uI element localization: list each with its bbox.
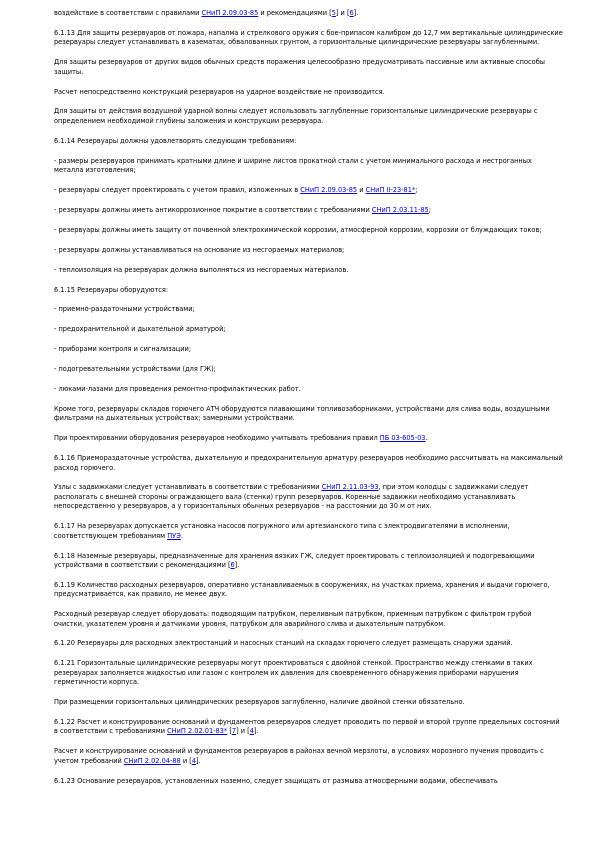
- paragraph: [54, 107, 563, 126]
- paragraph-text: и: [357, 185, 366, 194]
- paragraph-text: - приемно-раздаточными устройствами;: [54, 305, 195, 314]
- paragraph-text: При размещении горизонтальных цилиндрических резервуаров заглубленно, наличие двойной стенки обязательно.: [54, 698, 465, 707]
- paragraph: [54, 345, 563, 354]
- paragraph: [54, 405, 563, 424]
- paragraph: [54, 137, 563, 146]
- paragraph: [54, 206, 563, 215]
- paragraph-text: Расчет непосредственно конструкций резервуаров на ударное воздействие не производится.: [54, 87, 385, 96]
- paragraph: [54, 88, 563, 97]
- paragraph-text: - предохранительной и дыхательной арматурой;: [54, 325, 226, 334]
- reference-link[interactable]: 7: [231, 727, 237, 736]
- paragraph: [54, 226, 563, 235]
- paragraph-text: 6.1.20 Резервуары для расходных электростанций и насосных станций на складах горючего следует размещать снаружи зданий.: [54, 639, 513, 648]
- reference-link[interactable]: 6: [230, 560, 235, 569]
- paragraph-text: [: [227, 727, 232, 736]
- reference-link[interactable]: СНиП 2.09.03-85: [300, 185, 358, 194]
- paragraph-text: - резервуары должны иметь защиту от почвенной электрохимической коррозии, атмосферной коррозии, коррозии от блуждающих токов;: [54, 225, 542, 234]
- paragraph: [54, 454, 563, 473]
- paragraph-text: - теплоизоляция на резервуарах должна выполняться из несгораемых материалов.: [54, 265, 349, 274]
- reference-link[interactable]: СНиП 2.09.03-85: [201, 9, 259, 17]
- reference-link[interactable]: ПУЭ: [167, 531, 181, 540]
- paragraph-text: ;: [415, 185, 418, 194]
- paragraph: [54, 9, 563, 18]
- reference-link[interactable]: 4: [249, 727, 254, 736]
- paragraph: [54, 58, 563, 77]
- paragraph-text: - резервуары должны устанавливаться на основание из несгораемых материалов;: [54, 245, 345, 254]
- paragraph-text: 6.1.23 Основание резервуаров, установленных наземно, следует защищать от размыва атмосферными водами, обеспечивать: [54, 776, 498, 785]
- paragraph-text: Для защиты резервуаров от других видов обычных средств поражения целесообразно предусматривать пассивные или активные способы защиты.: [54, 58, 545, 76]
- paragraph: [54, 581, 563, 600]
- paragraph-text: При проектировании оборудования резервуаров необходимо учитывать требования правил: [54, 434, 380, 443]
- reference-link[interactable]: ПБ 03-605-03: [379, 434, 426, 443]
- paragraph: [54, 385, 563, 394]
- paragraph: [54, 434, 563, 443]
- paragraph: [54, 266, 563, 275]
- paragraph: [54, 186, 563, 195]
- paragraph-text: - подогревательными устройствами (для ГЖ);: [54, 365, 216, 374]
- paragraph-text: воздействие в соответствии с правилами: [54, 9, 202, 17]
- paragraph-text: , при этом колодцы с задвижками следует располагать с внешней стороны ограждающего вала (стенки) групп резервуаров. Коренные задвижки необходимо устанавливать непосредственно у резервуаров, а у горизонтальных обычных резервуаров - на расстоянии до 30 м от них.: [54, 483, 529, 511]
- paragraph-text: Расчет и конструирование оснований и фундаментов резервуаров в районах вечной мерзлоты, в условиях морозного пучения проводить с учетом требований: [54, 747, 544, 765]
- reference-link[interactable]: СНиП 2.02.04-88: [123, 756, 181, 765]
- paragraph: [54, 552, 563, 571]
- reference-link[interactable]: 5: [331, 9, 336, 17]
- paragraph-text: 6.1.22 Расчет и конструирование оснований и фундаментов резервуаров следует проводить по первой и второй группе предельных состояний в соответствии с требованиями: [54, 717, 560, 736]
- paragraph-text: ] и [: [236, 727, 250, 736]
- paragraph: [54, 747, 563, 766]
- paragraph: [54, 157, 563, 176]
- paragraph: [54, 286, 563, 295]
- paragraph-text: 6.1.16 Приемораздаточные устройства, дыхательную и предохранительную арматуру резервуаров необходимо рассчитывать на максимальный расход горючего.: [54, 454, 563, 472]
- paragraph-text: Узлы с задвижками следует устанавливать в соответствии с требованиями: [54, 483, 322, 492]
- paragraph: [54, 659, 563, 687]
- paragraph: [54, 365, 563, 374]
- reference-link[interactable]: СНиП 2.11.03-93: [321, 483, 379, 492]
- paragraph: [54, 483, 563, 511]
- paragraph-text: 6.1.17 На резервуарах допускается установка насосов погружного или артезианского типа с электродвигателями в исполнении, соответствующем требованиям: [54, 522, 510, 540]
- reference-link[interactable]: 4: [191, 756, 196, 765]
- paragraph: [54, 777, 563, 786]
- paragraph-text: ].: [196, 756, 201, 765]
- paragraph-text: ].: [353, 9, 359, 17]
- paragraph-text: Для защиты от действия воздушной ударной волны следует использовать заглубленные горизонтальные цилиндрические резервуары с определением необходимой глубины заложения и конструкции резервуара.: [54, 107, 538, 125]
- document-body: [54, 9, 563, 786]
- paragraph-text: и [: [180, 756, 192, 765]
- paragraph-text: - резервуары должны иметь антикоррозионное покрытие в соответствии с требованиями: [54, 205, 372, 214]
- paragraph-text: - люками-лазами для проведения ремонтно-профилактических работ.: [54, 385, 301, 394]
- paragraph-text: 6.1.19 Количество расходных резервуаров, оперативно устанавливаемых в сооружениях, на участках приема, хранения и выдачи горючего, предусматривается, как правило, не менее двух.: [54, 580, 550, 599]
- paragraph: [54, 522, 563, 541]
- paragraph-text: ].: [253, 727, 259, 736]
- paragraph: [54, 698, 563, 707]
- paragraph: [54, 325, 563, 334]
- paragraph-text: 6.1.14 Резервуары должны удовлетворять следующим требованиям:: [54, 136, 297, 145]
- paragraph-text: ] и [: [335, 9, 350, 17]
- paragraph-text: Кроме того, резервуары складов горючего АТЧ оборудуются плавающими топливозаборниками, устройствами для слива воды, воздушными фильтрами на дыхательных устройствах; замерными устройствами.: [54, 404, 550, 423]
- paragraph-text: - размеры резервуаров принимать кратными длине и ширине листов прокатной стали с учетом минимального расхода и нестроганных металла изготовления;: [54, 156, 532, 175]
- paragraph-text: 6.1.21 Горизонтальные цилиндрические резервуары могут проектироваться с двойной стенкой. Пространство между стенками в таких резервуарах заполняется жидкостью или газом с контролем их давления для своевременного обнаружения приборами нарушения герметичности корпуса.: [54, 659, 533, 687]
- paragraph: [54, 718, 563, 737]
- paragraph-text: .: [180, 531, 183, 540]
- paragraph: [54, 29, 563, 48]
- reference-link[interactable]: СНиП II-23-81*: [365, 185, 416, 194]
- paragraph-text: ;: [428, 205, 431, 214]
- paragraph-text: 6.1.15 Резервуары оборудуются:: [54, 285, 169, 294]
- reference-link[interactable]: СНиП 2.02.01-83*: [167, 727, 228, 736]
- paragraph: [54, 610, 563, 629]
- paragraph-text: .: [425, 434, 428, 443]
- paragraph-text: 6.1.18 Наземные резервуары, предназначенные для хранения вязких ГЖ, следует проектировать с теплоизоляцией и подогревающими устройствами в соответствии с рекомендациями [: [54, 551, 535, 569]
- paragraph-text: - приборами контроля и сигнализации;: [54, 345, 192, 354]
- paragraph: [54, 246, 563, 255]
- reference-link[interactable]: 6: [349, 9, 354, 17]
- paragraph: [54, 305, 563, 314]
- reference-link[interactable]: СНиП 2.03.11-85: [371, 205, 429, 214]
- paragraph-text: ].: [234, 560, 240, 569]
- paragraph-text: 6.1.13 Для защиты резервуаров от пожара, напалма и стрелкового оружия с бое-припасом калибром до 12,7 мм вертикальные цилиндрические резервуары следует устанавливать в казематах, обвалованных грунтом, а горизонтальные цилиндрические резервуары заглубленными.: [54, 28, 563, 47]
- paragraph-text: - резервуары следует проектировать с учетом правил, изложенных в: [54, 185, 301, 194]
- paragraph: [54, 639, 563, 648]
- paragraph-text: Расходный резервуар следует оборудовать: подводящим патрубком, переливным патрубком, приемным патрубком с фильтром грубой очистки, указателем уровня и датчиками уровня, патрубком для аварийного слива и дыхательным патрубком.: [54, 610, 532, 628]
- paragraph-text: и рекомендациями [: [258, 9, 332, 17]
